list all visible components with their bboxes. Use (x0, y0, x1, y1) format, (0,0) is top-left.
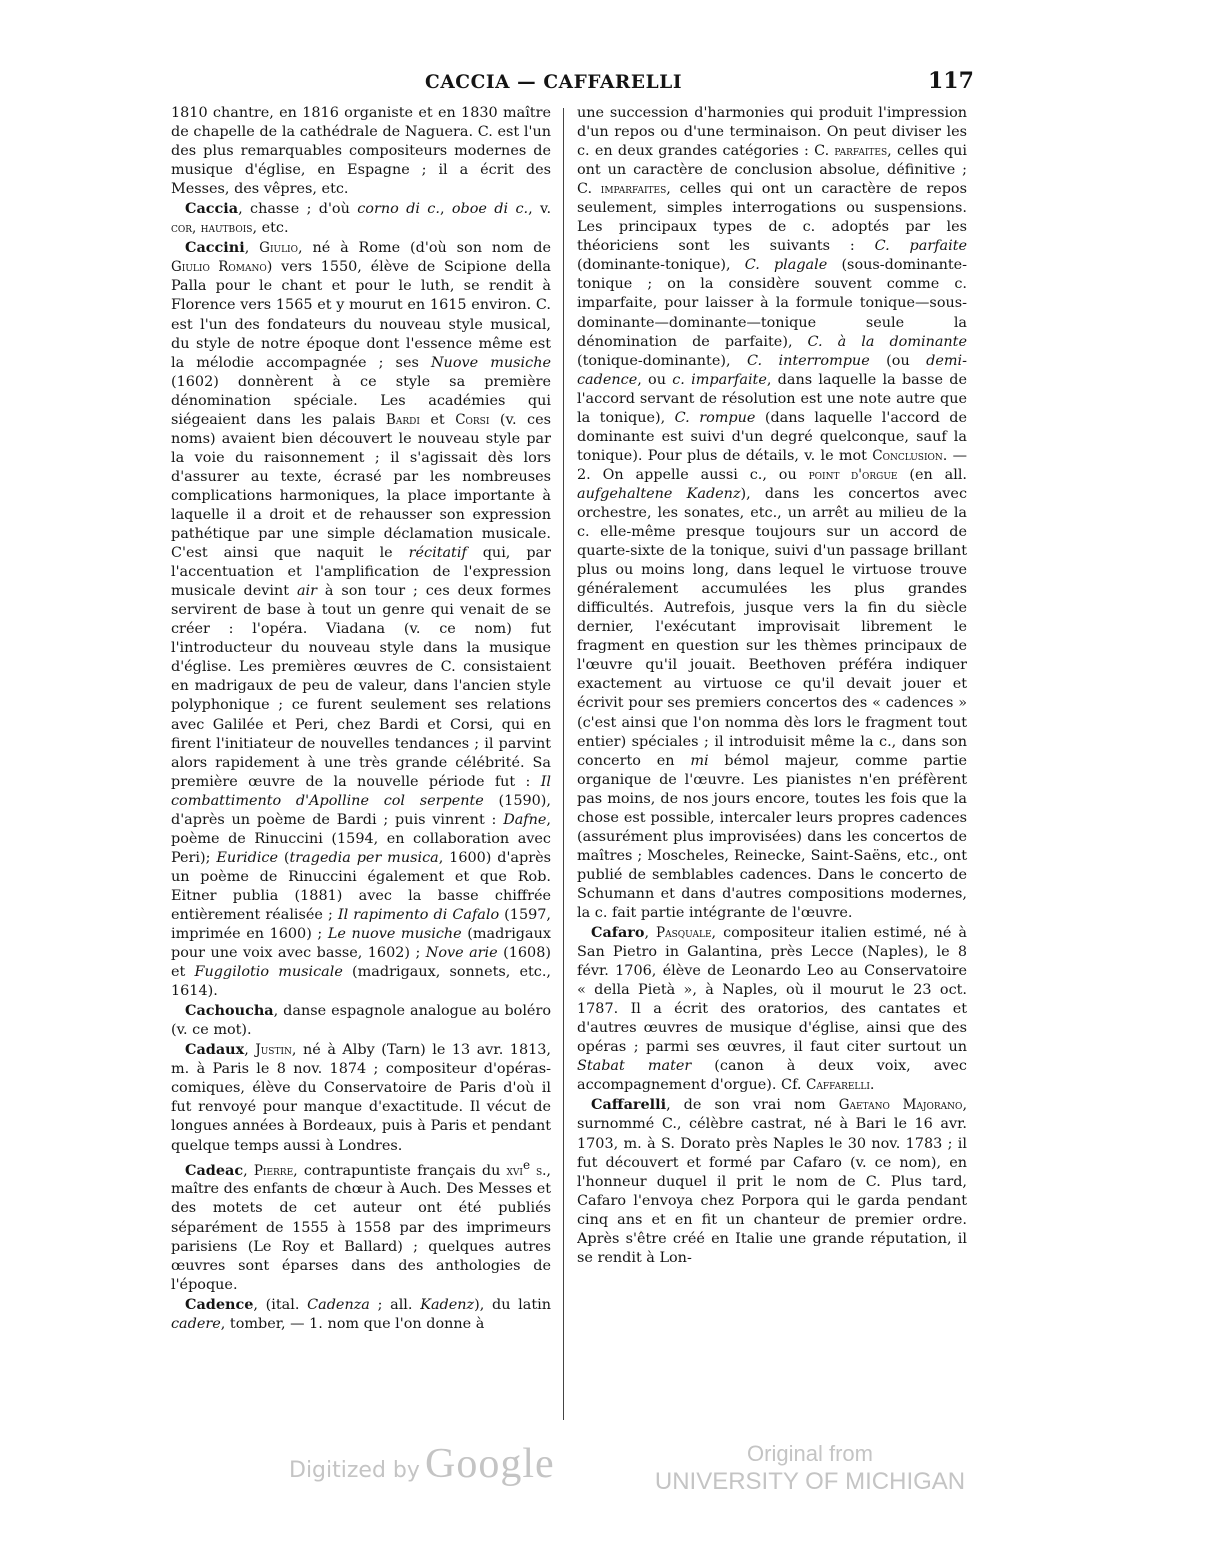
italic-term: aufgehaltene Kadenz (577, 485, 741, 502)
small-caps-term: parfaites (834, 143, 888, 160)
text: ), du latin (474, 1296, 551, 1313)
page-number: 117 (928, 68, 974, 94)
italic-term: C. rompue (674, 409, 756, 426)
text: (canon à deux voix, avec accompagnement d'orgue). Cf. (577, 1058, 967, 1094)
text: , v. (528, 201, 551, 218)
headword: Caccia (185, 200, 239, 218)
text: . — 2. On appelle aussi c., ou (577, 447, 967, 483)
italic-title: Il combattimento d'Apolline col serpente (171, 773, 551, 809)
right-column (577, 104, 967, 1424)
text: ; all. (369, 1296, 421, 1313)
entry-cadeac (171, 1156, 551, 1295)
small-caps-name: Gaetano Majorano (838, 1097, 963, 1114)
text: , maître des enfants de chœur à Auch. Des Messes et des motets de cet auteur ont été publiés séparément de 1555 à 1558 par des imprimeurs parisiens (Le Roy et Ballard) ; quelques autres œuvres sont éparses dans des anthologies de l'époque. (171, 1162, 551, 1293)
italic-title: Nuove musiche (430, 354, 551, 371)
text: , (243, 1162, 254, 1179)
text: et (419, 411, 456, 428)
small-caps-term: point d'orgue (808, 466, 898, 483)
text: (en all. (897, 466, 967, 483)
small-caps-century: xvi (506, 1162, 523, 1179)
text: (1608) et (171, 945, 551, 981)
text: , chasse ; d'où (238, 201, 358, 218)
entry-caccini (171, 238, 551, 1001)
text: à son tour ; ces deux formes servirent de base à tout un genre qui venait de se créer : l'opéra. Viadana (v. ce nom) fut l'introducteur du nouveau style dans la musique d'église. Les premières œuvres de C. consistaient en madrigaux de peu de valeur, dans l'ancien style polyphonique ; ce furent seulement ses relations avec Galilée et Peri, chez Bardi et Corsi, qui en firent l'initiateur de nouvelles tendances ; il parvint alors rapidement à une très grande célébrité. Sa première œuvre de la nouvelle période fut : (171, 583, 551, 790)
text: (1602) donnèrent à ce style sa première dénomination spéciale. Les académies qui siégeaient dans les palais (171, 373, 551, 428)
text: , (439, 201, 452, 218)
text: , (ital. (253, 1296, 308, 1313)
paragraph-continued: 1810 chantre, en 1816 organiste et en 1830 maître de chapelle de la cathédrale de Naguera. C. est l'un des plus remarquables compositeurs modernes de musique d'église, en Espagne ; il a écrit des Messes, des vêpres, etc. (171, 105, 551, 198)
entry-cafaro (577, 923, 967, 1095)
text: (dominante-tonique), (577, 257, 745, 274)
small-caps-name: Pierre (253, 1162, 294, 1179)
italic-term: C. à la dominante (807, 333, 967, 350)
text: (1590), d'après un poème de Bardi ; puis vinrent : (171, 792, 551, 828)
text: , danse espagnole analogue au boléro (v. ce mot). (171, 1003, 551, 1039)
text: qui, par l'accentuation et l'amplification de l'expression musicale devint (171, 545, 551, 600)
italic-term: corno di c. (357, 201, 440, 218)
text: ), dans les concertos avec orchestre, les sonates, etc., un arrêt au milieu de la c. elle-même presque toujours sur un accord de quarte-sixte de la tonique, suivi d'un passage brillant plus ou moins long, dans lequel le virtuose trouve généralement accumulées les plus grandes difficultés. Autrefois, jusque vers la fin du siècle dernier, l'exécutant improvisait librement le fragment en question sur les thèmes principaux de l'œuvre qu'il jouait. Beethoven préféra indiquer exactement au virtuose ce qu'il devait jouer et écrivit pour ses premiers concertos des « cadences » (c'est ainsi que l'on nomma dès lors le fragment tout entier) spéciales ; il introduisit même la c., dans son concerto en (577, 485, 967, 769)
headword: Cadence (185, 1295, 254, 1313)
italic-term: cadere (171, 1315, 221, 1332)
italic-term: Kadenz (420, 1296, 475, 1313)
text: , ou (637, 371, 673, 388)
digitized-by-label: Digitized by (289, 1458, 420, 1483)
italic-term: mi (690, 752, 709, 769)
text: , (644, 925, 657, 942)
institution-name: UNIVERSITY OF MICHIGAN (654, 1468, 966, 1495)
text: , 1600) d'après un poème de Rinuccini également et que Rob. Eitner publia (1881) avec la basse chiffrée entièrement réalisée ; (171, 849, 551, 923)
text: , etc. (252, 220, 289, 237)
italic-title: Stabat mater (577, 1058, 692, 1075)
small-caps-ref: Caffarelli (806, 1077, 870, 1094)
text: (madrigaux, sonnets, etc., 1614). (171, 964, 551, 1000)
entry-cadence-continued (577, 104, 967, 923)
italic-term: C. plagale (744, 257, 828, 274)
text: , celles qui ont un caractère de repos seulement, simples interrogations ou suspensions. Les principaux types de c. adoptés par les théoriciens sont les suivants : (577, 181, 967, 255)
italic-title: Nove arie (425, 945, 498, 962)
text: , surnommé C., célèbre castrat, né à Bari le 16 avr. 1703, m. à S. Dorato près Naples le 30 nov. 1783 ; il fut découvert et formé par Cafaro (v. ce nom), en l'honneur duquel il prit le nom de C. Plus tard, Cafaro l'envoya chez Porpora qui le garda pendant cinq ans et en fit un chanteur de premier ordre. Après s'être créé en Italie une grande réputation, il se rendit à Lon- (577, 1097, 967, 1266)
text: (dans laquelle l'accord de dominante est suivi d'un degré quelconque, sauf la tonique). Pour plus de détails, v. le mot (577, 409, 967, 464)
italic-term: oboe di c. (451, 201, 529, 218)
entry-cadence (171, 1295, 551, 1334)
running-title: CACCIA — CAFFARELLI (425, 72, 683, 93)
google-logo: Google (425, 1441, 555, 1487)
italic-term: air (296, 583, 317, 600)
text: . (869, 1077, 875, 1094)
text: bémol majeur, comme partie organique de l'œuvre. Les pianistes n'en préfèrent pas moins, de nos jours encore, toutes les fois que la chose est possible, intercaler leurs propres cadences (assurément plus improvisées) dans les concertos de maîtres ; Moscheles, Reinecke, Saint-Saëns, etc., ont publié de semblables cadences. Dans le concerto de Schumann et dans d'autres compositions modernes, la c. fait partie intégrante de l'œuvre. (577, 752, 967, 921)
text: (1597, imprimée en 1600) ; (171, 906, 551, 943)
entry-cadaux (171, 1040, 551, 1155)
headword: Caccini (185, 239, 245, 257)
italic-term: demi-cadence (577, 352, 967, 388)
text: (tonique-dominante), (577, 352, 747, 369)
italic-title: Le nuove musiche (327, 926, 462, 943)
italic-term: C. interrompue (746, 352, 870, 369)
text: (madrigaux pour une voix avec basse, 1602) ; (171, 926, 551, 962)
headword: Caffarelli (591, 1096, 667, 1114)
headword: Cachoucha (185, 1002, 274, 1020)
text: , (244, 1042, 256, 1059)
text: , (244, 240, 260, 257)
text: (sous-dominante-tonique ; on la considère souvent comme c. imparfaite, pour laisser à la formule tonique—sous-dominante—dominante—tonique seule la dénomination de parfaite), (577, 257, 967, 350)
text: , contrapuntiste français du (293, 1162, 507, 1179)
text: , compositeur italien estimé, né à San Pietro in Galantina, près Lecce (Naples), le 8 févr. 1706, élève de Leonardo Leo au Conservatoire « della Pietà », à Naples, où il mourut le 23 oct. 1787. Il a écrit des oratorios, des cantates et d'autres œuvres de musique d'église, ainsi que des opéras ; parmi ses œuvres, il faut citer surtout un (577, 925, 967, 1056)
text: une succession d'harmonies qui produit l'impression d'un repos ou d'une terminaison. On peut diviser les c. en deux grandes catégories : C. (577, 105, 967, 160)
small-caps-century: s. (530, 1162, 547, 1179)
small-caps-name: Bardi (385, 411, 420, 428)
small-caps-name: Pasquale (656, 925, 712, 942)
small-caps-name: Giulio (259, 240, 298, 257)
text: (v. ces noms) avaient bien découvert le nouveau style par la voie du raisonnement ; il s'agissait dès lors d'assurer au texte, écrasé par les nombreuses complications harmoniques, la place importante à laquelle il a droit et de rehausser son expression pathétique par une simple déclamation musicale. C'est ainsi que naquit le (171, 411, 551, 562)
entry-caffarelli (577, 1095, 967, 1267)
small-caps-name: Justin (255, 1042, 292, 1059)
entry-caccia (171, 199, 551, 238)
italic-title: Fuggilotio musicale (194, 964, 343, 981)
text: , de son vrai nom (666, 1097, 839, 1114)
source-watermark (640, 1441, 980, 1497)
original-from-label: Original from (747, 1441, 873, 1466)
italic-title: Dafne (503, 811, 547, 828)
entry-cachoucha (171, 1001, 551, 1040)
text: , dans laquelle la basse de l'accord servant de résolution est une note autre que la tonique), (577, 371, 967, 426)
text: (ou (869, 352, 927, 369)
left-column (171, 104, 551, 1424)
italic-term: récitatif (408, 545, 467, 562)
column-divider (563, 108, 564, 1420)
small-caps-ref: Conclusion (872, 447, 943, 464)
italic-term: Cadenza (307, 1296, 370, 1313)
small-caps-ref: cor, hautbois (171, 220, 253, 237)
italic-title: Euridice (216, 849, 279, 866)
small-caps-name: Corsi (455, 411, 490, 428)
small-caps-term: imparfaites (600, 181, 667, 198)
text: , né à Rome (d'où son nom de (298, 240, 551, 257)
page-header (0, 68, 1207, 102)
headword: Cadeac (185, 1161, 244, 1179)
italic-title: tragedia per musica (289, 849, 439, 866)
text: , tomber, — 1. nom que l'on donne à (220, 1315, 485, 1332)
italic-term: C. parfaite (874, 238, 967, 255)
headword: Cadaux (185, 1041, 245, 1059)
headword: Cafaro (591, 924, 645, 942)
italic-term: c. imparfaite (672, 371, 767, 388)
text: , poème de Rinuccini (1594, en collaboration avec Peri); (171, 811, 551, 866)
italic-title: Il rapimento di Cafalo (337, 906, 500, 923)
text: , né à Alby (Tarn) le 13 avr. 1813, m. à Paris le 8 nov. 1874 ; compositeur d'opéras-comiques, élève du Conservatoire de Paris d'où il fut renvoyé pour manque d'exactitude. Il vécut de longues années à Bordeaux, puis à Paris et pendant quelque temps aussi à Londres. (171, 1042, 551, 1154)
superscript: e (522, 1157, 531, 1172)
text: , celles qui ont un caractère de conclusion absolue, définitive ; C. (577, 143, 967, 198)
text: ( (278, 849, 290, 866)
small-caps-name: Giulio Romano (171, 259, 267, 276)
text: ) vers 1550, élève de Scipione della Palla pour le chant et pour le luth, se rendit à Florence vers 1565 et y mourut en 1615 environ. C. est l'un des fondateurs du nouveau style musical, du style de notre époque dont l'essence même est la mélodie accompagnée ; ses (171, 259, 551, 371)
google-watermark (289, 1440, 555, 1488)
